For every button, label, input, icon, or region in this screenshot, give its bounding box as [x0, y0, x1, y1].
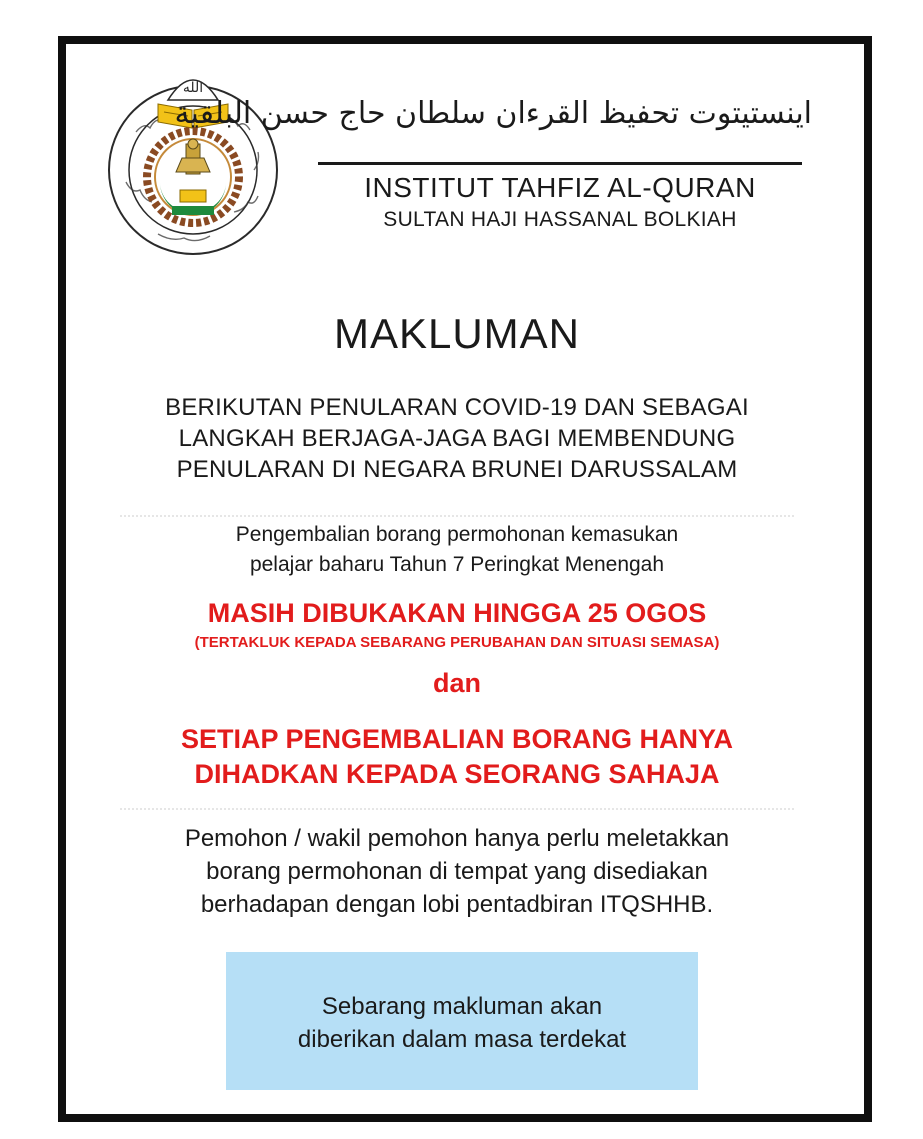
- institute-name-line2: SULTAN HAJI HASSANAL BOLKIAH: [383, 208, 737, 231]
- info-text: [226, 990, 698, 1056]
- institute-crest-icon: [106, 52, 281, 257]
- limit-line: DIHADKAN KEPADA SEORANG SAHAJA: [194, 759, 720, 789]
- limit-paragraph: [66, 722, 848, 792]
- form-return-line: pelajar baharu Tahun 7 Peringkat Menengah: [249, 553, 665, 576]
- applicant-line: borang permohonan di tempat yang disediakan: [206, 858, 708, 885]
- info-line: diberikan dalam masa terdekat: [297, 1026, 627, 1053]
- deadline-note: (TERTAKLUK KEPADA SEBARANG PERUBAHAN DAN SITUASI SEMASA): [194, 634, 720, 651]
- applicant-line: berhadapan dengan lobi pentadbiran ITQSHHB.: [200, 891, 714, 918]
- intro-line: BERIKUTAN PENULARAN COVID-19 DAN SEBAGAI: [165, 394, 749, 421]
- form-return-paragraph: [66, 520, 848, 580]
- limit-line: SETIAP PENGEMBALIAN BORANG HANYA: [180, 724, 734, 754]
- dotted-divider: [120, 808, 794, 810]
- institute-name-arabic: اينستيتوت تحفيظ القرءان سلطان حاج حسن البلقية: [174, 96, 812, 131]
- deadline-text: MASIH DIBUKAKAN HINGGA 25 OGOS: [207, 598, 707, 628]
- institute-name-line1: INSTITUT TAHFIZ AL-QURAN: [364, 172, 756, 203]
- info-line: Sebarang makluman akan: [321, 993, 603, 1020]
- intro-line: LANGKAH BERJAGA-JAGA BAGI MEMBENDUNG: [178, 425, 736, 452]
- dotted-divider: [120, 515, 794, 517]
- form-return-line: Pengembalian borang permohonan kemasukan: [235, 523, 679, 546]
- crest-calligraphy: الله: [182, 80, 204, 96]
- info-box: [226, 952, 698, 1090]
- applicant-paragraph: [66, 822, 848, 921]
- intro-line: PENULARAN DI NEGARA BRUNEI DARUSSALAM: [176, 456, 738, 483]
- header-divider: [318, 162, 802, 165]
- connector-text: dan: [432, 668, 481, 698]
- applicant-line: Pemohon / wakil pemohon hanya perlu meletakkan: [184, 825, 730, 852]
- notice-title: MAKLUMAN: [333, 310, 581, 357]
- intro-paragraph: [66, 392, 848, 485]
